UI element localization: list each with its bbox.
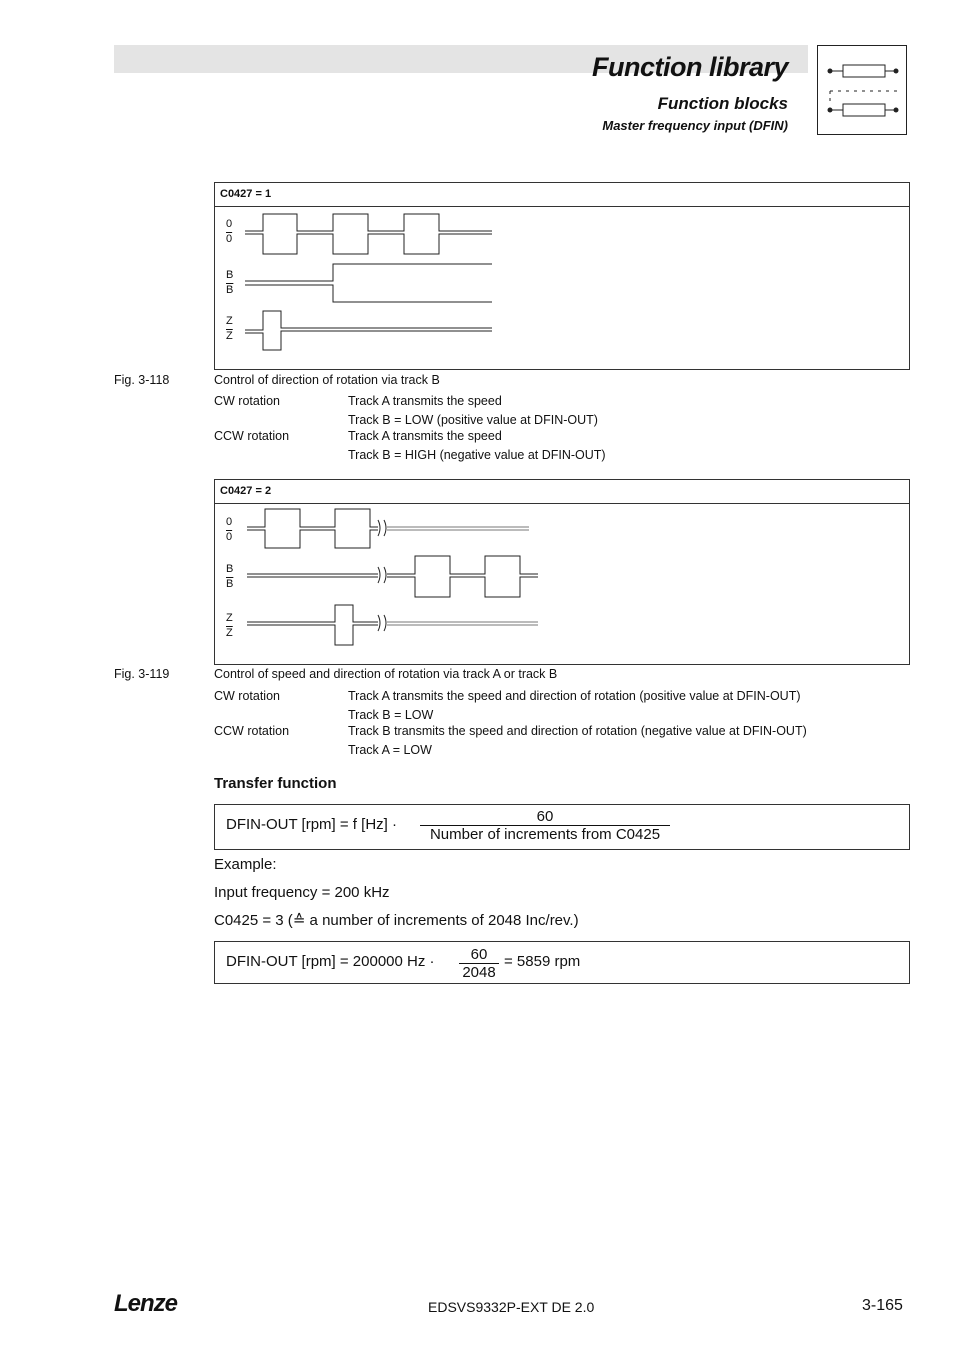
figure-setting-label: C0427 = 2 (215, 480, 909, 504)
timing-diagram-c0427-1 (214, 182, 910, 370)
section-heading: Transfer function (214, 775, 337, 792)
figure-caption: Control of direction of rotation via track B (214, 373, 440, 387)
cw-rotation-line1: Track A transmits the speed (348, 394, 502, 408)
lenze-logo: Lenze (114, 1290, 178, 1317)
formula-denominator: Number of increments from C0425 (420, 825, 670, 843)
signal-label-b-inverted: $\overline{B}$ (226, 284, 234, 296)
page-number: 3-165 (862, 1297, 903, 1314)
ccw-rotation-label: CCW rotation (214, 429, 290, 443)
corresponds-to-icon: ≙ (292, 912, 306, 929)
formula-denominator: 2048 (459, 963, 499, 981)
ccw-rotation-label: CCW rotation (214, 724, 290, 738)
transfer-formula (214, 804, 910, 850)
formula-fraction (420, 808, 670, 843)
cw-rotation-line2: Track B = LOW (348, 708, 434, 722)
ccw-rotation-line2: Track A = LOW (348, 743, 432, 757)
cw-rotation-label: CW rotation (214, 394, 280, 408)
ccw-rotation-line2: Track B = HIGH (negative value at DFIN-OUT) (348, 448, 606, 462)
signal-label-a-inverted: 0 (226, 531, 233, 543)
c0425-text-pre: C0425 = 3 ( (214, 912, 293, 929)
figure-setting-label: C0427 = 1 (215, 183, 909, 207)
formula-fraction (459, 946, 499, 981)
cw-rotation-line2: Track B = LOW (positive value at DFIN-OUT) (348, 413, 598, 427)
formula-numerator: 60 (536, 808, 554, 825)
signal-label-z: Z (226, 315, 233, 327)
example-formula (214, 941, 910, 984)
page-subtitle: Function blocks (657, 94, 788, 113)
input-frequency-text: Input frequency = 200 kHz (214, 884, 390, 901)
c0425-text-post: a number of increments of 2048 Inc/rev.) (305, 912, 579, 929)
signal-label-b: B (226, 269, 234, 281)
cw-rotation-label: CW rotation (214, 689, 280, 703)
timing-waveforms-1 (215, 183, 909, 369)
ccw-rotation-line1: Track A transmits the speed (348, 429, 502, 443)
function-block-diagram-icon (817, 45, 907, 135)
signal-label-z: Z (226, 612, 233, 624)
timing-diagram-c0427-2 (214, 479, 910, 665)
formula-numerator: 60 (470, 946, 488, 963)
signal-label-z-inverted: $\overline{Z}$ (226, 330, 233, 342)
document-id: EDSVS9332P-EXT DE 2.0 (428, 1299, 595, 1315)
signal-label-a: 0 (226, 516, 233, 528)
page-section: Master frequency input (DFIN) (602, 118, 788, 133)
formula-lhs: DFIN-OUT [rpm] = 200000 Hz · (226, 953, 435, 970)
formula-lhs: DFIN-OUT [rpm] = f [Hz] · (226, 816, 397, 833)
formula-result: = 5859 rpm (504, 953, 581, 970)
signal-label-a: 0 (226, 218, 233, 230)
figure-number: Fig. 3-119 (114, 667, 170, 681)
timing-waveforms-2 (215, 480, 909, 664)
page-title: Function library (591, 52, 788, 82)
c0425-text (214, 911, 579, 929)
signal-label-b-inverted: $\overline{B}$ (226, 578, 234, 590)
signal-label-b: B (226, 563, 234, 575)
figure-caption: Control of speed and direction of rotation via track A or track B (214, 667, 558, 681)
example-label: Example: (214, 856, 277, 873)
figure-number: Fig. 3-118 (114, 373, 170, 387)
cw-rotation-line1: Track A transmits the speed and direction of rotation (positive value at DFIN-OUT) (348, 689, 801, 703)
signal-label-z-inverted: $\overline{Z}$ (226, 627, 233, 639)
ccw-rotation-line1: Track B transmits the speed and direction of rotation (negative value at DFIN-OUT) (348, 724, 807, 738)
signal-label-a-inverted: 0 (226, 233, 233, 245)
